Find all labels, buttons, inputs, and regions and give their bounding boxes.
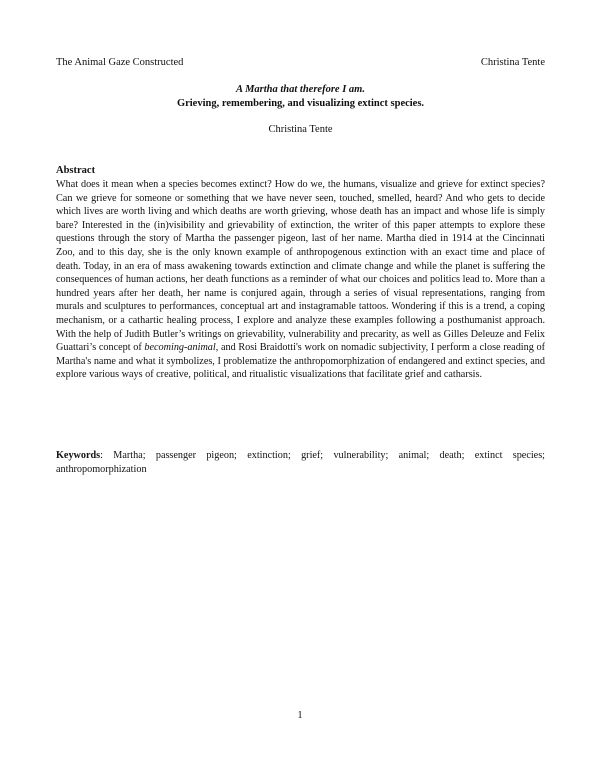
abstract-text-part-1: What does it mean when a species becomes extinct? How do we, the humans, visualize and grieve for extinct species? Can we grieve for someone or something that we have never seen, touched, smelled, heard? And who gets to decide which lives are worth living and which deaths are worth grieving, whose death has an impact and whose life is simply bare? Interested in the (in)visibility and grievability of extinction, the writer of this paper attempts to explore these questions through the story of Martha the passenger pigeon, last of her name. Martha died in 1914 at the Cincinnati Zoo, and to this day, she is the only known example of anthropogenous extinction with an exact time and place of death. Today, in an era of mass awakening towards extinction and climate change and while the planet is suffering the consequences of human actions, her death functions as a reminder of what our choices and politics lead to. More than a hundred years after her death, her name is conjured again, through a series of visual representations, ranging from murals and sculptures to performances, conceptual art and instagramable tattoos. Wondering if this is a trend, a coping mechanism, or a cathartic healing process, I explore and analyze these examples following a posthumanist approach. With the help of Judith Butler’s writings on grievability, vulnerability and precarity, as well as Gilles Deleuze and Felix Guattari’s concept of <box>56 179 545 354</box>
paper-title-line-2: Grieving, remembering, and visualizing extinct species. <box>176 98 425 109</box>
author-name: Christina Tente <box>268 124 333 135</box>
keywords-label: Keywords <box>56 450 101 461</box>
abstract-heading: Abstract <box>56 165 96 176</box>
running-header-author: Christina Tente <box>480 57 545 68</box>
abstract-body <box>56 178 545 382</box>
page-number: 1 <box>297 710 303 721</box>
abstract-text-part-2: , and Rosi Braidotti's work on nomadic subjectivity, I perform a close reading of Martha's name and what it symbolizes, I problematize the anthropomorphization of endangered and extinct species, and explore various ways of creative, political, and ritualistic visualizations that facilitate grief and catharsis. <box>56 342 545 381</box>
paper-title <box>56 83 545 111</box>
keywords-list: : Martha; passenger pigeon; extinction; grief; vulnerability; animal; death; extinct species; anthropomorphization <box>56 450 545 475</box>
keywords <box>56 449 545 476</box>
abstract-italic-term: becoming-animal <box>144 342 216 354</box>
paper-title-line-1: A Martha that therefore I am. <box>236 84 365 95</box>
running-header-title: The Animal Gaze Constructed <box>56 57 184 68</box>
